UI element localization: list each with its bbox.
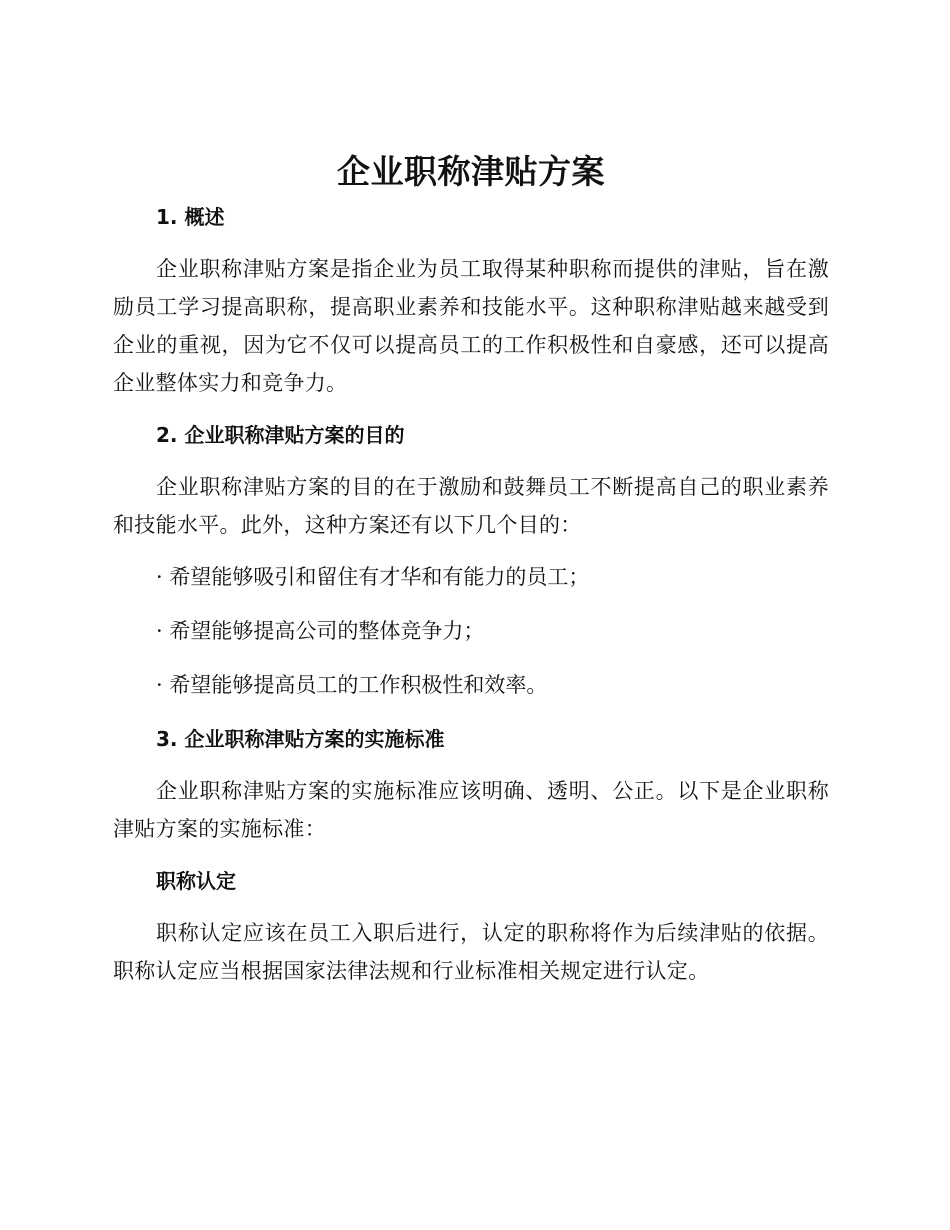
section-heading-purpose: 2. 企业职称津贴方案的目的 [156,423,405,447]
purpose-bullet-item: · 希望能够提高公司的整体竞争力； [156,619,485,643]
overview-paragraph: 企业职称津贴方案是指企业为员工取得某种职称而提供的津贴，旨在激励员工学习提高职称，提高职业素养和技能水平。这种职称津贴越来越受到企业的重视，因为它不仅可以提高员工的工作积极性和自豪感，还可以提高企业整体实力和竞争力。 [113,257,829,395]
section-heading-standards: 3. 企业职称津贴方案的实施标准 [156,727,445,751]
purpose-bullet-item: · 希望能够提高员工的工作积极性和效率。 [156,673,548,697]
purpose-paragraph: 企业职称津贴方案的目的在于激励和鼓舞员工不断提高自己的职业素养和技能水平。此外，这种方案还有以下几个目的： [113,475,829,537]
document-page [113,148,829,1008]
section-heading-overview: 1. 概述 [156,205,225,229]
title-certification-paragraph: 职称认定应该在员工入职后进行，认定的职称将作为后续津贴的依据。职称认定应当根据国家法律法规和行业标准相关规定进行认定。 [113,921,829,983]
document-title: 企业职称津贴方案 [337,152,605,191]
subsection-heading-title-certification: 职称认定 [156,869,236,893]
standards-paragraph: 企业职称津贴方案的实施标准应该明确、透明、公正。以下是企业职称津贴方案的实施标准： [113,779,829,841]
purpose-bullet-item: · 希望能够吸引和留住有才华和有能力的员工； [156,565,590,589]
